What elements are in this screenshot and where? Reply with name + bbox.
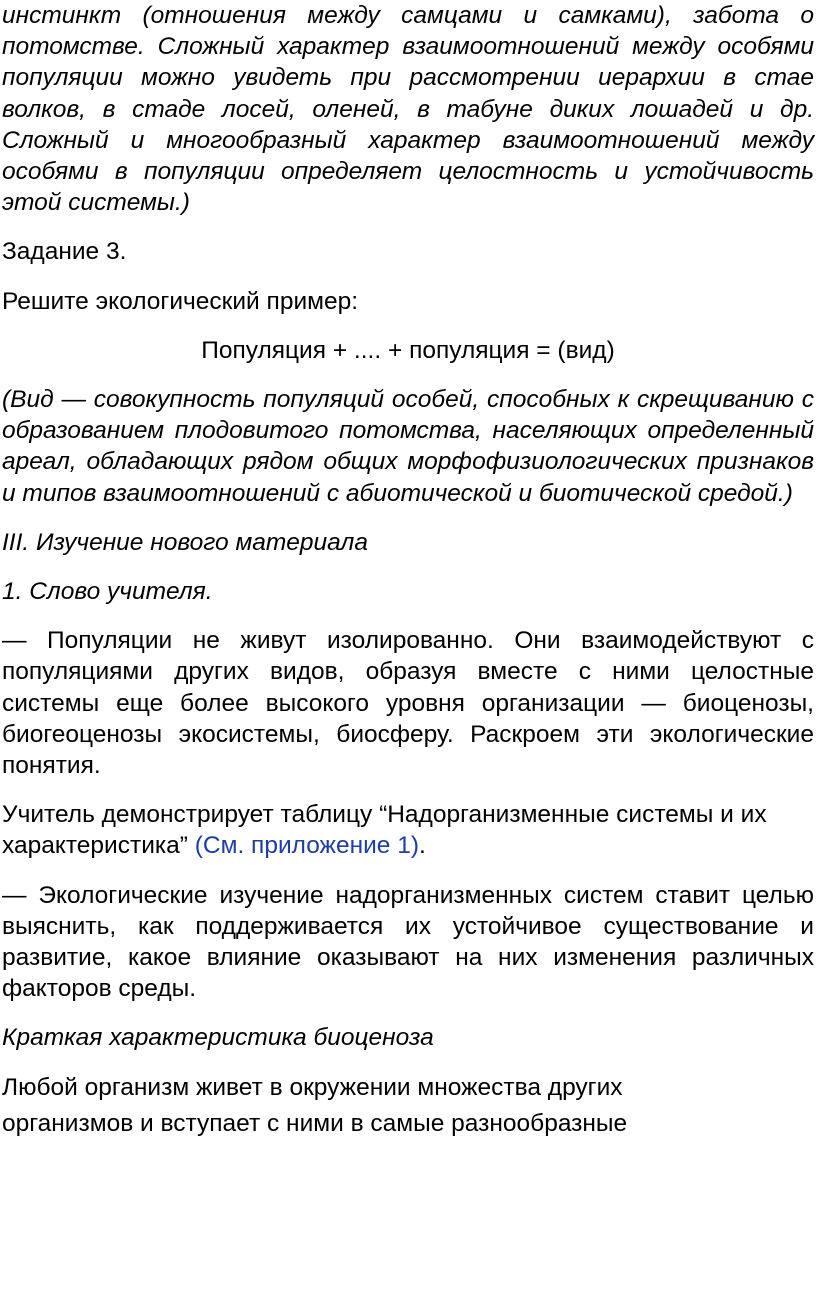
section-iii-heading: III. Изучение нового материала <box>2 528 368 556</box>
organism-line-1: Любой организм живет в окружении множества других <box>2 1073 623 1101</box>
document-page <box>2 0 814 1142</box>
paragraph-populations-interact: — Популяции не живут изолированно. Они взаимодействуют с популяциями других видов, образуя вместе с ними целостные системы еще более высокого уровня организации — биоценозы, биогеоценозы экосистемы, биосферу. Раскроем эти экологические понятия. <box>2 627 814 780</box>
paragraph-organism <box>2 1070 814 1142</box>
paragraph-teacher-demo <box>2 799 814 861</box>
species-definition: (Вид — совокупность популяций особей, способных к скрещиванию с образованием плодовитого потомства, населяющих определенный ареал, обладающих рядом общих морфофизиологических признаков и типов взаимоотношений с абиотической и биотической средой.) <box>2 386 814 507</box>
organism-line-2: организмов и вступает с ними в самые разнообразные <box>2 1109 628 1137</box>
task-3-heading: Задание 3. <box>2 238 127 266</box>
ecological-formula: Популяция + .... + популяция = (вид) <box>201 336 615 364</box>
teacher-demo-text: Учитель демонстрирует таблицу “Надорганизменные системы и их характеристика” <box>2 801 767 860</box>
biocenosis-heading: Краткая характеристика биоценоза <box>2 1024 434 1052</box>
teacher-demo-end: . <box>419 832 426 860</box>
paragraph-population-relations: инстинкт (отношения между самцами и самками), забота о потомстве. Сложный характер взаимоотношений между особями популяции можно увидеть при рассмотрении иерархии в стае волков, в стаде лосей, оленей, в табуне диких лошадей и др. Сложный и многообразный характер взаимоотношений между особями в популяции определяет целостность и устойчивость этой системы.) <box>2 2 814 217</box>
solve-example-text: Решите экологический пример: <box>2 287 359 315</box>
teacher-word-heading: 1. Слово учителя. <box>2 578 213 606</box>
appendix-link[interactable]: (См. приложение 1) <box>194 832 420 860</box>
paragraph-ecological-study: — Экологические изучение надорганизменных систем ставит целью выяснить, как поддерживается их устойчивое существование и развитие, какое влияние оказывают на них изменения различных факторов среды. <box>2 881 814 1003</box>
